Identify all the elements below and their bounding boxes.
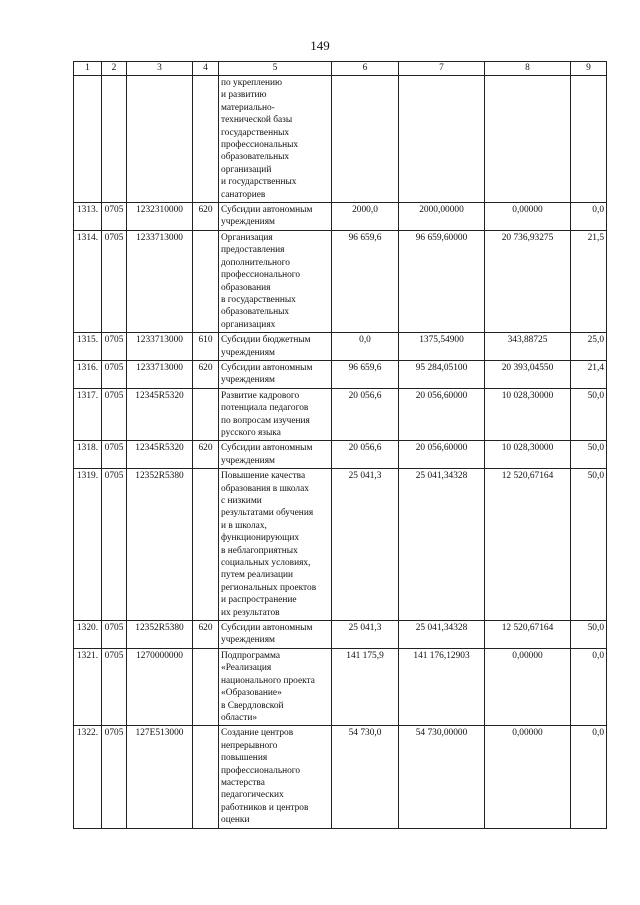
column-header: 5 [219, 62, 332, 76]
approved-amount-cell: 0,0 [332, 333, 399, 361]
target-article-code-cell: 12352R5380 [127, 621, 193, 649]
item-name-cell: Организация предоставления дополнительного профессионального образования в государственных образовательных организациях [219, 230, 332, 332]
item-name-cell: Развитие кадрового потенциала педагогов по вопросам изучения русского языка [219, 388, 332, 441]
item-name-cell: Субсидии автономным учреждениям [219, 441, 332, 469]
execution-percent-cell: 0,0 [571, 726, 607, 828]
approved-amount-cell: 25 041,3 [332, 621, 399, 649]
execution-percent-cell: 50,0 [571, 388, 607, 441]
executed-amount-cell: 12 520,67164 [485, 469, 571, 621]
target-article-code-cell: 1232310000 [127, 203, 193, 231]
column-header: 1 [74, 62, 102, 76]
row-number-cell: 1320. [74, 621, 102, 649]
item-name-cell: Субсидии автономным учреждениям [219, 203, 332, 231]
column-header: 3 [127, 62, 193, 76]
table-row [74, 441, 607, 469]
row-number-cell: 1319. [74, 469, 102, 621]
approved-amount-cell: 20 056,6 [332, 388, 399, 441]
table-row [74, 333, 607, 361]
executed-amount-cell: 0,00000 [485, 726, 571, 828]
executed-amount-cell: 12 520,67164 [485, 621, 571, 649]
item-name-cell: Подпрограмма «Реализация национального проекта «Образование» в Свердловской области» [219, 648, 332, 725]
table-row [74, 360, 607, 388]
row-number-cell [74, 76, 102, 203]
section-code-cell: 0705 [102, 360, 127, 388]
item-name-cell: Субсидии автономным учреждениям [219, 621, 332, 649]
budget-table [73, 61, 607, 829]
table-row [74, 726, 607, 828]
execution-percent-cell: 21,5 [571, 230, 607, 332]
column-header: 6 [332, 62, 399, 76]
table-row [74, 203, 607, 231]
item-name-cell: Субсидии автономным учреждениям [219, 360, 332, 388]
expense-type-code-cell: 620 [193, 203, 219, 231]
executed-amount-cell: 10 028,30000 [485, 388, 571, 441]
column-header: 2 [102, 62, 127, 76]
target-article-code-cell: 1233713000 [127, 360, 193, 388]
approved-amount-cell: 54 730,0 [332, 726, 399, 828]
executed-amount-cell: 20 736,93275 [485, 230, 571, 332]
target-article-code-cell: 12345R5320 [127, 441, 193, 469]
approved-amount-cell: 2000,0 [332, 203, 399, 231]
section-code-cell: 0705 [102, 726, 127, 828]
execution-percent-cell: 0,0 [571, 203, 607, 231]
section-code-cell: 0705 [102, 441, 127, 469]
section-code-cell: 0705 [102, 648, 127, 725]
execution-percent-cell: 0,0 [571, 648, 607, 725]
section-code-cell [102, 76, 127, 203]
section-code-cell: 0705 [102, 388, 127, 441]
section-code-cell: 0705 [102, 230, 127, 332]
execution-percent-cell: 50,0 [571, 469, 607, 621]
approved-amount-cell: 96 659,6 [332, 230, 399, 332]
approved-amount-cell: 96 659,6 [332, 360, 399, 388]
planned-amount-cell: 54 730,00000 [399, 726, 485, 828]
approved-amount-cell: 20 056,6 [332, 441, 399, 469]
column-header: 9 [571, 62, 607, 76]
item-name-cell: Создание центров непрерывного повышения профессионального мастерства педагогических работников и центров оценки [219, 726, 332, 828]
column-header: 8 [485, 62, 571, 76]
table-row [74, 469, 607, 621]
table-row [74, 76, 607, 203]
executed-amount-cell: 0,00000 [485, 203, 571, 231]
row-number-cell: 1317. [74, 388, 102, 441]
row-number-cell: 1316. [74, 360, 102, 388]
item-name-cell: Субсидии бюджетным учреждениям [219, 333, 332, 361]
expense-type-code-cell [193, 726, 219, 828]
planned-amount-cell: 20 056,60000 [399, 388, 485, 441]
table-row [74, 388, 607, 441]
row-number-cell: 1314. [74, 230, 102, 332]
section-code-cell: 0705 [102, 621, 127, 649]
planned-amount-cell [399, 76, 485, 203]
expense-type-code-cell [193, 230, 219, 332]
planned-amount-cell: 2000,00000 [399, 203, 485, 231]
table-row [74, 230, 607, 332]
row-number-cell: 1321. [74, 648, 102, 725]
execution-percent-cell: 50,0 [571, 621, 607, 649]
execution-percent-cell: 50,0 [571, 441, 607, 469]
planned-amount-cell: 95 284,05100 [399, 360, 485, 388]
expense-type-code-cell [193, 388, 219, 441]
item-name-cell: Повышение качества образования в школах с низкими результатами обучения и в школах, функционирующих в неблагоприятных социальных условиях, путем реализации региональных проектов и распространение их результатов [219, 469, 332, 621]
executed-amount-cell: 10 028,30000 [485, 441, 571, 469]
row-number-cell: 1313. [74, 203, 102, 231]
target-article-code-cell: 12345R5320 [127, 388, 193, 441]
item-name-cell: по укреплению и развитию материально- технической базы государственных профессиональных образовательных организаций и государственных санаториев [219, 76, 332, 203]
target-article-code-cell: 1270000000 [127, 648, 193, 725]
planned-amount-cell: 1375,54900 [399, 333, 485, 361]
section-code-cell: 0705 [102, 469, 127, 621]
section-code-cell: 0705 [102, 203, 127, 231]
column-header: 7 [399, 62, 485, 76]
row-number-cell: 1322. [74, 726, 102, 828]
row-number-cell: 1315. [74, 333, 102, 361]
executed-amount-cell: 0,00000 [485, 648, 571, 725]
page-number: 149 [310, 38, 330, 53]
section-code-cell: 0705 [102, 333, 127, 361]
expense-type-code-cell: 610 [193, 333, 219, 361]
expense-type-code-cell: 620 [193, 441, 219, 469]
expense-type-code-cell [193, 76, 219, 203]
executed-amount-cell [485, 76, 571, 203]
expense-type-code-cell: 620 [193, 621, 219, 649]
table-body [74, 76, 607, 829]
executed-amount-cell: 343,88725 [485, 333, 571, 361]
execution-percent-cell [571, 76, 607, 203]
planned-amount-cell: 141 176,12903 [399, 648, 485, 725]
executed-amount-cell: 20 393,04550 [485, 360, 571, 388]
planned-amount-cell: 25 041,34328 [399, 469, 485, 621]
target-article-code-cell: 12352R5380 [127, 469, 193, 621]
header-row [74, 62, 607, 76]
execution-percent-cell: 25,0 [571, 333, 607, 361]
planned-amount-cell: 20 056,60000 [399, 441, 485, 469]
target-article-code-cell: 1233713000 [127, 333, 193, 361]
planned-amount-cell: 96 659,60000 [399, 230, 485, 332]
expense-type-code-cell [193, 469, 219, 621]
expense-type-code-cell [193, 648, 219, 725]
target-article-code-cell: 127E513000 [127, 726, 193, 828]
row-number-cell: 1318. [74, 441, 102, 469]
target-article-code-cell: 1233713000 [127, 230, 193, 332]
approved-amount-cell: 25 041,3 [332, 469, 399, 621]
planned-amount-cell: 25 041,34328 [399, 621, 485, 649]
approved-amount-cell: 141 175,9 [332, 648, 399, 725]
expense-type-code-cell: 620 [193, 360, 219, 388]
table-row [74, 621, 607, 649]
column-header: 4 [193, 62, 219, 76]
approved-amount-cell [332, 76, 399, 203]
execution-percent-cell: 21,4 [571, 360, 607, 388]
table-row [74, 648, 607, 725]
target-article-code-cell [127, 76, 193, 203]
